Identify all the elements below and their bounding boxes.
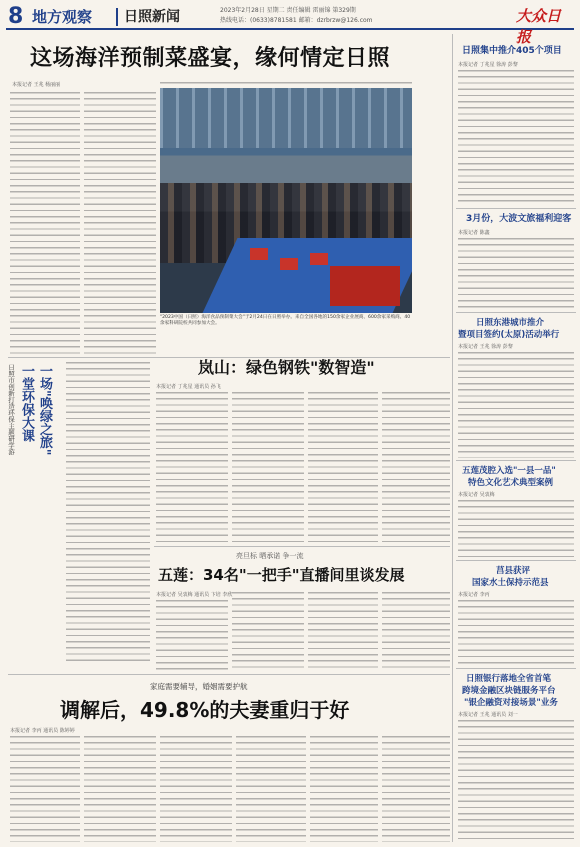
sidebar-s1-title: 日照集中推介405个项目 — [462, 46, 562, 56]
lead-body-col1 — [10, 92, 80, 354]
masthead-meta: 2023年2月28日 星期二 责任编辑 雷丽锦 第329期 热线电话：(0633)8781581 邮箱：dzrbrzw@126.com — [220, 7, 373, 24]
sidebar-s2-body — [458, 238, 574, 310]
marriage-body-col4 — [236, 736, 306, 842]
lanshan-body-col4 — [382, 392, 450, 542]
lanshan-headline: 岚山：绿色钢铁"数智造" — [198, 358, 375, 377]
sidebar-s4-byline: 本报记者 吴衷梅 — [458, 492, 495, 498]
lead-byline: 本报记者 王兆 杨丽丽 — [12, 82, 61, 88]
sidebar-s2-byline: 本报记者 陈鑫 — [458, 230, 490, 236]
masthead — [6, 4, 574, 46]
marriage-body-col5 — [310, 736, 378, 842]
sidebar-s5-body — [458, 600, 574, 664]
lead-photo-caption: "2023中国（日照）海洋食品预制菜大会"于2月24日在日照举办。来自全国各地的150余家企业展商、600余家采购商、40余家科研院校共同参加大会。 — [160, 315, 411, 326]
newspaper-logo: 大众日报 — [516, 7, 562, 46]
sidebar-s5-title-1: 莒县获评 — [496, 566, 531, 576]
lead-body-col2 — [84, 92, 156, 354]
sidebar-s6-title-1: 日照银行落地全省首笔 — [466, 674, 552, 684]
sidebar-s6-title-3: "银企融资对接场景"业务 — [464, 698, 558, 708]
lead-photo-expo-hall — [160, 88, 412, 313]
wulian-byline: 本报记者 吴衷梅 通讯员 卞培 李欣 — [156, 592, 233, 598]
sidebar-s6-byline: 本报记者 王兆 通讯员 刘一 — [458, 712, 518, 718]
sidebar-s1-body — [458, 70, 574, 206]
sidebar-s5-byline: 本报记者 李丙 — [458, 592, 490, 598]
wulian-body-col4 — [382, 592, 450, 670]
env-subhead: 日照市创新打造环保主题研学游 — [7, 364, 15, 455]
sidebar-s1-byline: 本报记者 丁兆星 徐涛 彭黎 — [458, 62, 518, 68]
sidebar-s3-title-1: 日照东港城市推介 — [476, 318, 545, 328]
sidebar-s4-body — [458, 500, 574, 558]
sidebar-s6-body — [458, 720, 574, 842]
env-study-block — [4, 360, 62, 610]
env-headline-2: 一堂环保大课 — [19, 364, 34, 442]
lanshan-body-col3 — [308, 392, 378, 542]
env-headline-1: 一场"唤绿之旅" — [37, 364, 52, 456]
marriage-body-col3 — [160, 736, 232, 842]
sidebar-s2-title: 3月份，大波文旅福利迎客 — [466, 214, 572, 224]
wulian-kicker: 亮旦标 晒承诺 争一流 — [236, 552, 304, 560]
sidebar-s5-title-2: 国家水土保持示范县 — [472, 578, 549, 588]
sidebar-s3-byline: 本报记者 王兆 徐涛 彭黎 — [458, 344, 513, 350]
sidebar-s3-body — [458, 352, 574, 458]
marriage-kicker: 家庭需要辅导，婚姻需要护航 — [150, 682, 248, 691]
section-name: 地方观察 — [32, 8, 93, 26]
marriage-body-col2 — [84, 736, 156, 842]
wulian-headline: 五莲：34名"一把手"直播间里谈发展 — [158, 566, 405, 584]
sidebar-s3-title-2: 暨项目签约(太原)活动举行 — [458, 330, 560, 340]
wulian-body-col2 — [232, 592, 304, 670]
sidebar-s4-title-1: 五莲茂腔入选"一县一品" — [462, 466, 556, 476]
wulian-body-col3 — [308, 592, 378, 670]
wulian-body-col1 — [156, 600, 228, 670]
lanshan-body-col2 — [232, 392, 304, 542]
marriage-byline: 本报记者 李丙 通讯员 陈婷婷 — [10, 728, 75, 734]
sidebar-s4-title-2: 特色文化艺术典型案例 — [468, 478, 554, 488]
masthead-divider — [116, 8, 118, 26]
sidebar-s6-title-2: 跨境金融区块链服务平台 — [462, 686, 556, 696]
page-number: 8 — [8, 4, 24, 29]
lead-headline: 这场海洋预制菜盛宴，缘何情定日照 — [30, 46, 391, 71]
marriage-body-col1 — [10, 736, 80, 842]
lanshan-byline: 本报记者 丁兆星 通讯员 孙飞 — [156, 384, 221, 390]
marriage-headline: 调解后，49.8%的夫妻重归于好 — [60, 698, 350, 722]
paper-section-title: 日照新闻 — [124, 9, 180, 25]
marriage-body-col6 — [382, 736, 450, 842]
lanshan-body-col1 — [156, 392, 228, 542]
env-body — [66, 362, 150, 662]
